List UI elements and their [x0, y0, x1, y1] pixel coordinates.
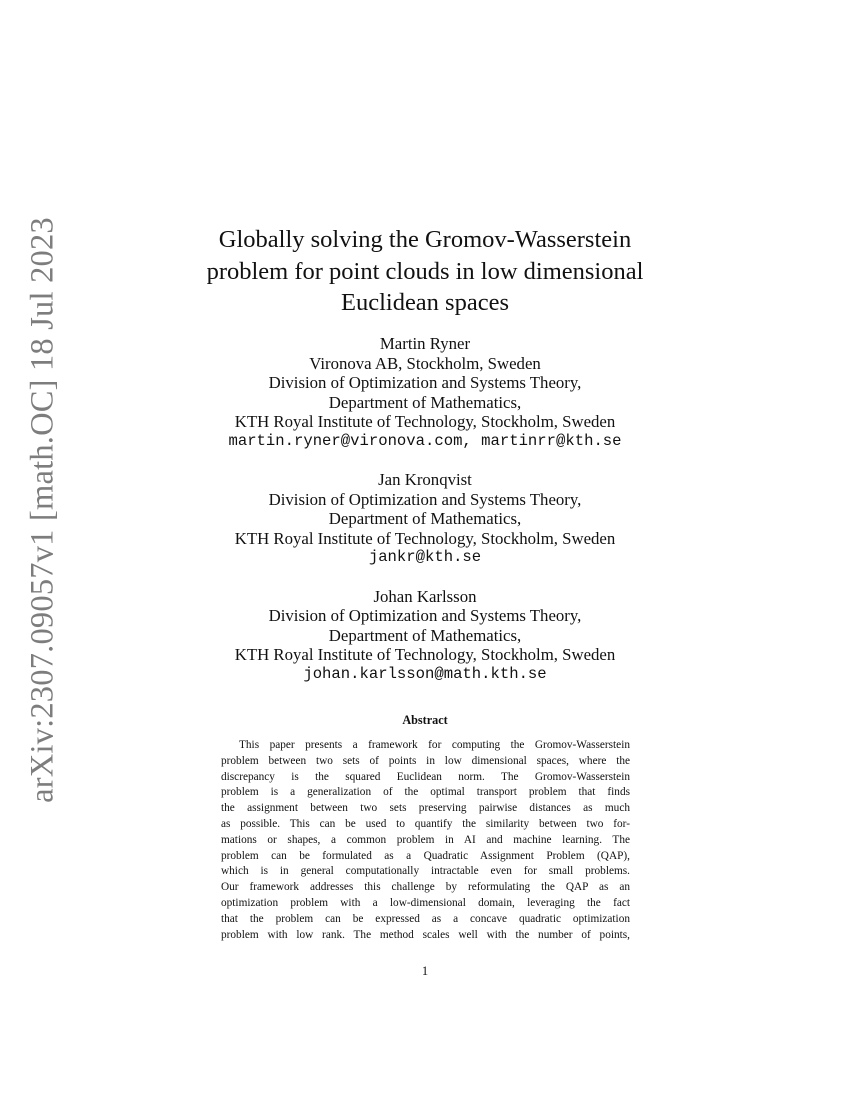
affiliation-line: KTH Royal Institute of Technology, Stockholm, Sweden — [234, 645, 616, 664]
affiliation-line: Division of Optimization and Systems Theory, — [268, 373, 582, 392]
abstract-line: problem with low rank. The method scales well with the number of points, — [221, 928, 630, 941]
page-number: 1 — [421, 964, 429, 978]
abstract-heading: Abstract — [402, 713, 448, 727]
abstract-line: Our framework addresses this challenge by reformulating the QAP as an — [221, 881, 630, 894]
author-email: johan.karlsson@math.kth.se — [303, 664, 547, 683]
affiliation-line: Division of Optimization and Systems Theory, — [268, 489, 582, 509]
author-name: Martin Ryner — [379, 334, 471, 353]
abstract-line: problem between two sets of points in low dimensional spaces, where the — [221, 754, 630, 767]
affiliation-line: KTH Royal Institute of Technology, Stockholm, Sweden — [234, 412, 616, 431]
title-line: Globally solving the Gromov-Wasserstein — [218, 226, 632, 253]
abstract-line: problem can be formulated as a Quadratic Assignment Problem (QAP), — [221, 849, 630, 862]
affiliation-line: Department of Mathematics, — [328, 392, 522, 412]
abstract-line: the assignment between two sets preserving pairwise distances as much — [221, 802, 630, 815]
affiliation-line: Department of Mathematics, — [328, 509, 522, 528]
title-line: problem for point clouds in low dimensional — [206, 257, 644, 285]
author-list — [0, 334, 850, 703]
affiliation-line: Department of Mathematics, — [328, 625, 522, 645]
abstract-line: discrepancy is the squared Euclidean norm. The Gromov-Wasserstein — [221, 770, 630, 783]
title-line: Euclidean spaces — [340, 289, 510, 316]
abstract-line: problem is a generalization of the optimal transport problem that finds — [221, 786, 630, 799]
author-name: Johan Karlsson — [373, 586, 477, 606]
author-name: Jan Kronqvist — [378, 470, 472, 489]
affiliation-line: Vironova AB, Stockholm, Sweden — [309, 353, 541, 373]
abstract-line: optimization problem with a low-dimensional domain, leveraging the fact — [221, 896, 630, 909]
affiliation-line: Division of Optimization and Systems Theory, — [268, 606, 582, 625]
abstract-line: This paper presents a framework for computing the Gromov-Wasserstein — [239, 739, 630, 751]
author-block-kronqvist — [0, 470, 850, 568]
abstract-line: that the problem can be expressed as a concave quadratic optimization — [221, 912, 630, 925]
author-email: martin.ryner@vironova.com, martinrr@kth.se — [228, 431, 622, 450]
abstract-line: as possible. This can be used to quantify the similarity between two for- — [221, 817, 630, 830]
author-email: jankr@kth.se — [368, 548, 482, 566]
abstract-line: which is in general computationally intractable even for small problems. — [221, 865, 630, 878]
author-block-karlsson — [0, 587, 850, 685]
paper-title — [0, 224, 850, 319]
abstract-line: mations or shapes, a common problem in AI and machine learning. The — [221, 833, 630, 846]
arxiv-identifier: arXiv:2307.09057v1 [math.OC] 18 Jul 2023 — [24, 217, 61, 803]
author-block-ryner — [0, 334, 850, 451]
abstract-body — [221, 738, 630, 943]
affiliation-line: KTH Royal Institute of Technology, Stockholm, Sweden — [234, 528, 616, 548]
